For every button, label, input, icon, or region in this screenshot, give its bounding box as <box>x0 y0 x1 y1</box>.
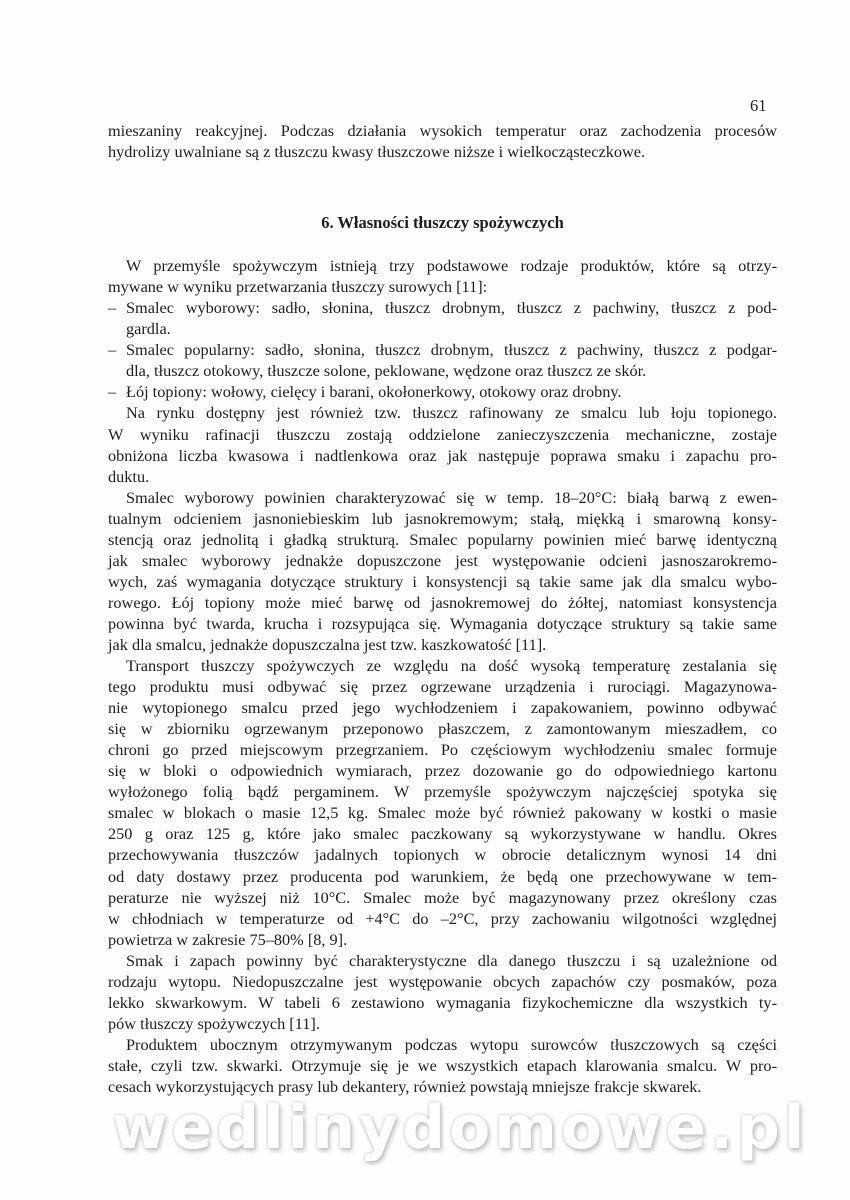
list-dash: – <box>108 298 117 318</box>
section-body <box>108 255 777 1097</box>
text-line: tego produktu musi odbywać się przez ogrzewane urządzenia i rurociągi. Magazynowa- <box>108 677 777 697</box>
text-line: pów tłuszczy spożywczych [11]. <box>108 1013 320 1033</box>
list-dash: – <box>108 382 117 402</box>
text-line: lekko skwarkowym. W tabeli 6 zestawiono wymagania fizykochemiczne dla wszystkich ty- <box>108 992 777 1012</box>
text-line: chroni go przed miejscowym przegrzaniem. Po częściowym wychłodzeniu smalec formuje <box>108 740 777 760</box>
text-line: przechowywania tłuszczów jadalnych topionych w obrocie detalicznym wynosi 14 dni <box>108 845 777 865</box>
text-line: Smalec wyborowy powinien charakteryzować się w temp. 18–20°C: białą barwą z ewen- <box>126 487 777 507</box>
text-line: W przemyśle spożywczym istnieją trzy podstawowe rodzaje produktów, które są otrzy- <box>126 256 777 276</box>
text-line: w chłodniach w temperaturze od +4°C do –2°C, przy zachowaniu wilgotności względnej <box>108 908 777 928</box>
continued-paragraph <box>108 120 777 162</box>
text-line: mywane w wyniku przetwarzania tłuszczy surowych [11]: <box>108 277 488 297</box>
paragraph <box>108 655 777 950</box>
page-body <box>108 120 777 1097</box>
text-line: Smalec popularny: sadło, słonina, tłuszcz drobnym, tłuszcz z pachwiny, tłuszcz z podgar- <box>126 340 777 360</box>
watermark: wedlinydomowe.pl <box>112 1093 809 1163</box>
text-line: Łój topiony: wołowy, cielęcy i barani, okołonerkowy, otokowy oraz drobny. <box>126 382 622 402</box>
text-line: stencją oraz jednolitą i gładką strukturą. Smalec popularny powinien mieć barwę identyczną <box>108 529 777 549</box>
text-line: duktu. <box>108 466 150 486</box>
paragraph <box>108 120 777 162</box>
text-line: tualnym odcieniem jasnoniebieskim lub jasnokremowym; stałą, miękką i smarowną konsy- <box>108 508 777 528</box>
text-line: 250 g oraz 125 g, które jako smalec paczkowany są wykorzystywane w handlu. Okres <box>108 824 777 844</box>
list-item <box>108 381 777 402</box>
text-line: się w zbiorniku ogrzewanym przeponowo płaszczem, z zamontowanym mieszadłem, co <box>108 719 777 739</box>
text-line: mieszaniny reakcyjnej. Podczas działania wysokich temperatur oraz zachodzenia procesów <box>108 121 777 140</box>
paragraph <box>108 487 777 655</box>
text-line: Produktem ubocznym otrzymywanym podczas wytopu surowców tłuszczowych są części <box>126 1034 777 1054</box>
list-item <box>108 297 777 339</box>
paragraph <box>108 1034 777 1097</box>
list-item <box>108 339 777 381</box>
text-line: jak smalec wyborowy jednakże dopuszczone jest występowanie odcieni jasnoszarokremo- <box>108 550 777 570</box>
text-line: dla, tłuszcz otokowy, tłuszcze solone, peklowane, wędzone oraz tłuszcz ze skór. <box>126 361 647 381</box>
text-line: powietrza w zakresie 75–80% [8, 9]. <box>108 929 348 949</box>
text-line: peraturze nie wyższej niż 10°C. Smalec może być magazynowany przez określony czas <box>108 887 777 907</box>
text-line: się w bloki o odpowiednich wymiarach, przez dozowanie go do odpowiedniego kartonu <box>108 761 777 781</box>
text-line: Na rynku dostępny jest również tzw. tłuszcz rafinowany ze smalcu lub łoju topionego. <box>126 403 777 423</box>
text-line: cesach wykorzystujących prasy lub dekantery, również powstają mniejsze frakcje skwarek. <box>108 1076 702 1096</box>
paragraph <box>108 402 777 486</box>
paragraph <box>108 255 777 297</box>
text-line: jak dla smalcu, jednakże dopuszczalna jest tzw. kaszkowatość [11]. <box>108 634 547 654</box>
text-line: powinna być twarda, krucha i rozsypująca się. Wymagania dotyczące struktury są takie same <box>108 613 777 633</box>
text-line: smalec w blokach o masie 12,5 kg. Smalec może być również pakowany w kostki o masie <box>108 803 777 823</box>
text-line: nie wytopionego smalcu przed jego wychłodzeniem i zapakowaniem, powinno odbywać <box>108 698 777 718</box>
section-heading: 6. Własności tłuszczy spożywczych <box>321 213 564 233</box>
text-line: gardla. <box>126 319 171 339</box>
text-line: wyłożonego folią bądź pergaminem. W przemyśle spożywczym najczęściej spotyka się <box>108 782 777 802</box>
text-line: Smak i zapach powinny być charakterystyczne dla danego tłuszczu i są uzależnione od <box>126 950 777 970</box>
text-line: Smalec wyborowy: sadło, słonina, tłuszcz drobnym, tłuszcz z pachwiny, tłuszcz z pod- <box>126 298 777 318</box>
text-line: obniżona liczba kwasowa i nadtlenkowa oraz jak następuje poprawa smaku i zapachu pro- <box>108 445 777 465</box>
text-line: wych, zaś wymagania dotyczące struktury i konsystencji są takie same jak dla smalcu wybo- <box>108 571 777 591</box>
text-line: W wyniku rafinacji tłuszczu zostają oddzielone zanieczyszczenia mechaniczne, zostaje <box>108 424 777 444</box>
paragraph <box>108 950 777 1034</box>
page-number: 61 <box>750 96 767 115</box>
text-line: rowego. Łój topiony może mieć barwę od jasnokremowej do żółtej, natomiast konsystencja <box>108 592 777 612</box>
text-line: rodzaju wytopu. Niedopuszczalne jest występowanie obcych zapachów czy posmaków, poza <box>108 971 777 991</box>
list-dash: – <box>108 340 117 360</box>
text-line: stałe, czyli tzw. skwarki. Otrzymuje się je we wszystkich etapach klarowania smalcu. W pro- <box>108 1055 777 1075</box>
text-line: hydrolizy uwalniane są z tłuszczu kwasy tłuszczowe niższe i wielkocząsteczkowe. <box>108 142 646 162</box>
text-line: Transport tłuszczy spożywczych ze względu na dość wysoką temperaturę zestalania się <box>126 656 777 676</box>
text-line: od daty dostawy przez producenta pod warunkiem, że będą one przechowywane w tem- <box>108 866 777 886</box>
